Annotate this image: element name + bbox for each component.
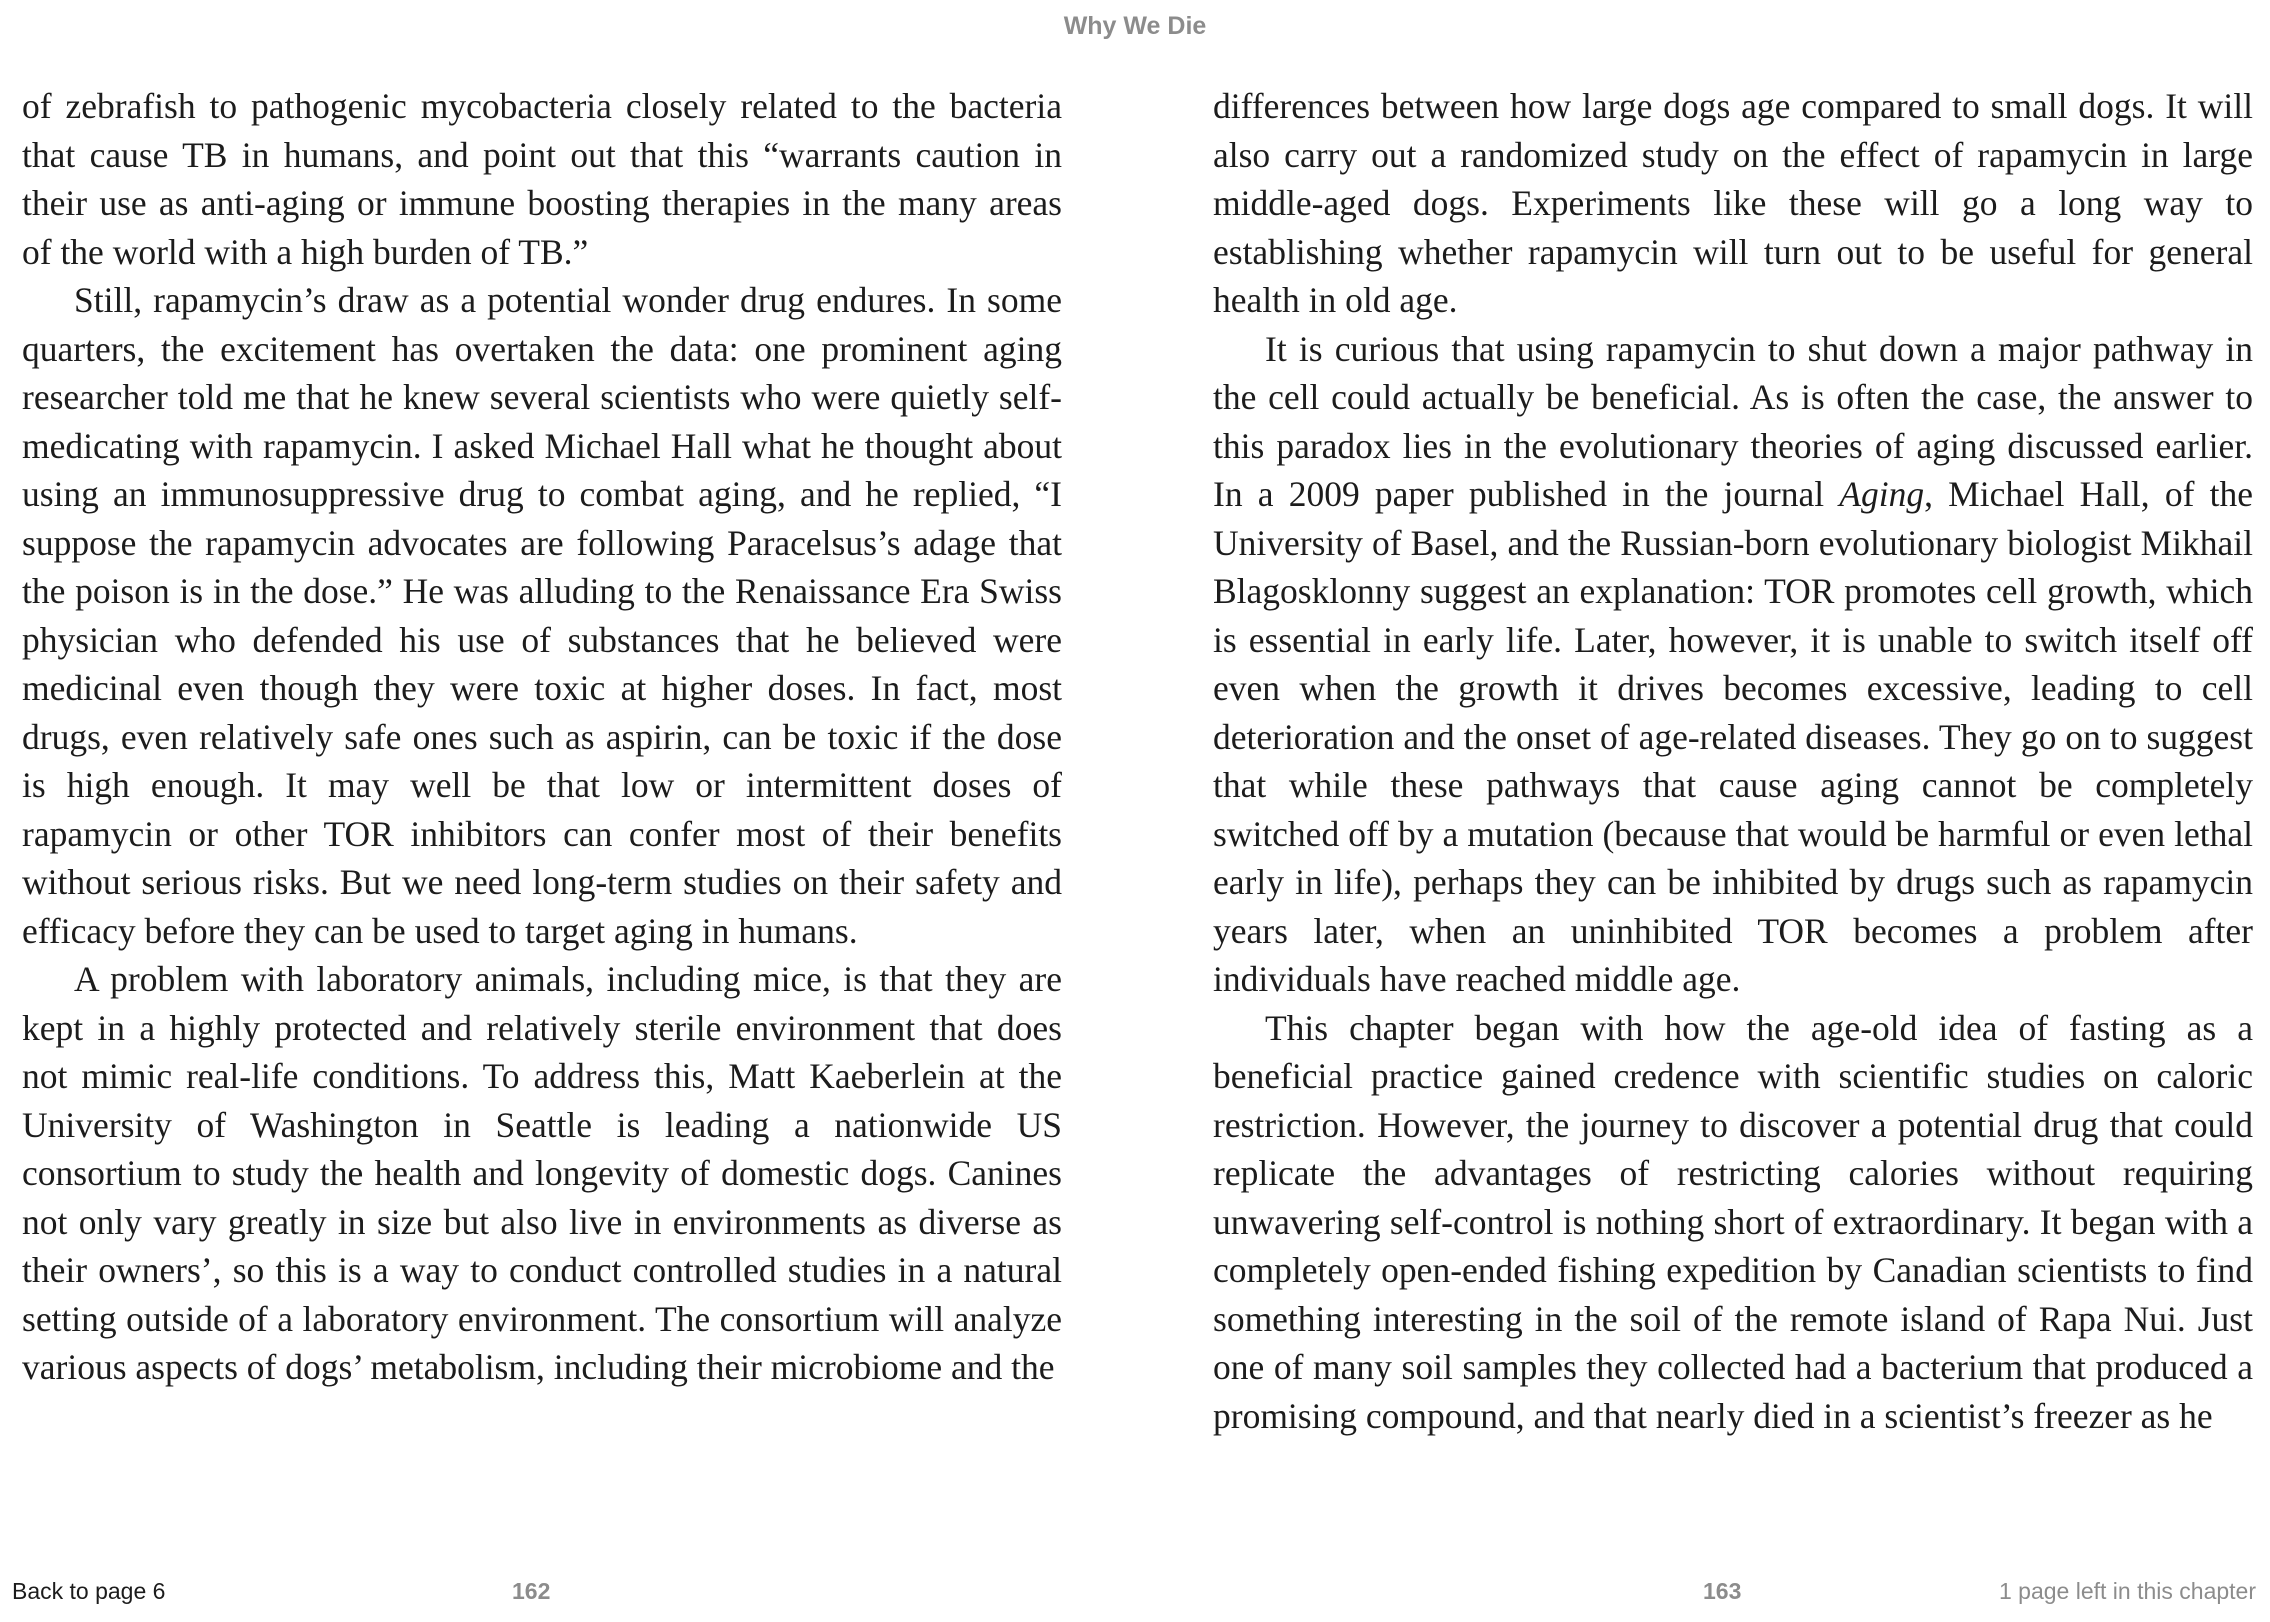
right-paragraph-2 [1213,325,2253,1004]
right-paragraph-3: This chapter began with how the age-old idea of fasting as a beneficial practice gained credence with scientific studies on caloric restriction. However, the journey to discover a potential drug that could replicate the advantages of restricting calories without requiring unwavering self-control is nothing short of extraordinary. It began with a completely open-ended fishing expedition by Canadian scientists to find something interesting in the soil of the remote island of Rapa Nui. Just one of many soil samples they collected had a bacterium that produced a promising compound, and that nearly died in a scientist’s freezer as he [1213,1007,2253,1436]
right-page [1213,82,2253,1440]
right-page-number: 163 [1703,1578,1742,1604]
chapter-pages-remaining: 1 page left in this chapter [1999,1578,2256,1604]
right-paragraph-2-end: , Michael Hall, of the University of Basel, and the Russian-born evolutionary biologist Mikhail Blagosklonny suggest an explanation: TOR promotes cell growth, which is essential in early life. Later, however, it is unable to switch itself off even when the growth it drives becomes excessive, leading to cell deterioration and the onset of age-related diseases. They go on to suggest that while these pathways that cause aging cannot be completely switched off by a mutation (because that would be harmful or even lethal early in life), perhaps they can be inhibited by drugs such as rapamycin years later, when an uninhibited TOR becomes a problem after individuals have reached middle age. [1213,474,2254,999]
right-paragraph-2-start: It is curious that using rapamycin to shut down a major pathway in the cell could actually be beneficial. As is often the case, the answer to this paradox lies in the evolutionary theories of aging discussed earlier. In a 2009 paper published in the journal [1213,328,2253,514]
left-paragraph-2: Still, rapamycin’s draw as a potential wonder drug endures. In some quarters, the excitement has overtaken the data: one prominent aging researcher told me that he knew several scientists who were quietly self-medicating with rapamycin. I asked Michael Hall what he thought about using an immunosuppressive drug to combat aging, and he replied, “I suppose the rapamycin advocates are following Paracelsus’s adage that the poison is in the dose.” He was alluding to the Renaissance Era Swiss physician who defended his use of substances that he believed were medicinal even though they were toxic at higher doses. In fact, most drugs, even relatively safe ones such as aspirin, can be toxic if the dose is high enough. It may well be that low or intermittent doses of rapamycin or other TOR inhibitors can confer most of their benefits without serious risks. But we need long-term studies on their safety and efficacy before they can be used to target aging in humans. [22,280,1062,951]
book-title: Why We Die [1063,12,1207,40]
right-paragraph-1: differences between how large dogs age compared to small dogs. It will also carry out a randomized study on the effect of rapamycin in large middle-aged dogs. Experiments like these will go a long way to establishing whether rapamycin will turn out to be useful for general health in old age. [1213,86,2253,320]
journal-title: Aging [1839,474,1925,514]
left-page-number: 162 [512,1578,551,1604]
left-paragraph-1: of zebrafish to pathogenic mycobacteria closely related to the bacteria that cause TB in humans, and point out that this “warrants caution in their use as anti-aging or immune boosting therapies in the many areas of the world with a high burden of TB.” [22,86,1062,272]
back-to-page-link[interactable]: Back to page 6 [12,1578,166,1604]
left-page [22,82,1062,1392]
left-paragraph-3: A problem with laboratory animals, including mice, is that they are kept in a highly protected and relatively sterile environment that does not mimic real-life conditions. To address this, Matt Kaeberlein at the University of Washington in Seattle is leading a nationwide US consortium to study the health and longevity of domestic dogs. Canines not only vary greatly in size but also live in environments as diverse as their owners’, so this is a way to conduct controlled studies in a natural setting outside of a laboratory environment. The consortium will analyze various aspects of dogs’ metabolism, including their microbiome and the [22,959,1062,1387]
